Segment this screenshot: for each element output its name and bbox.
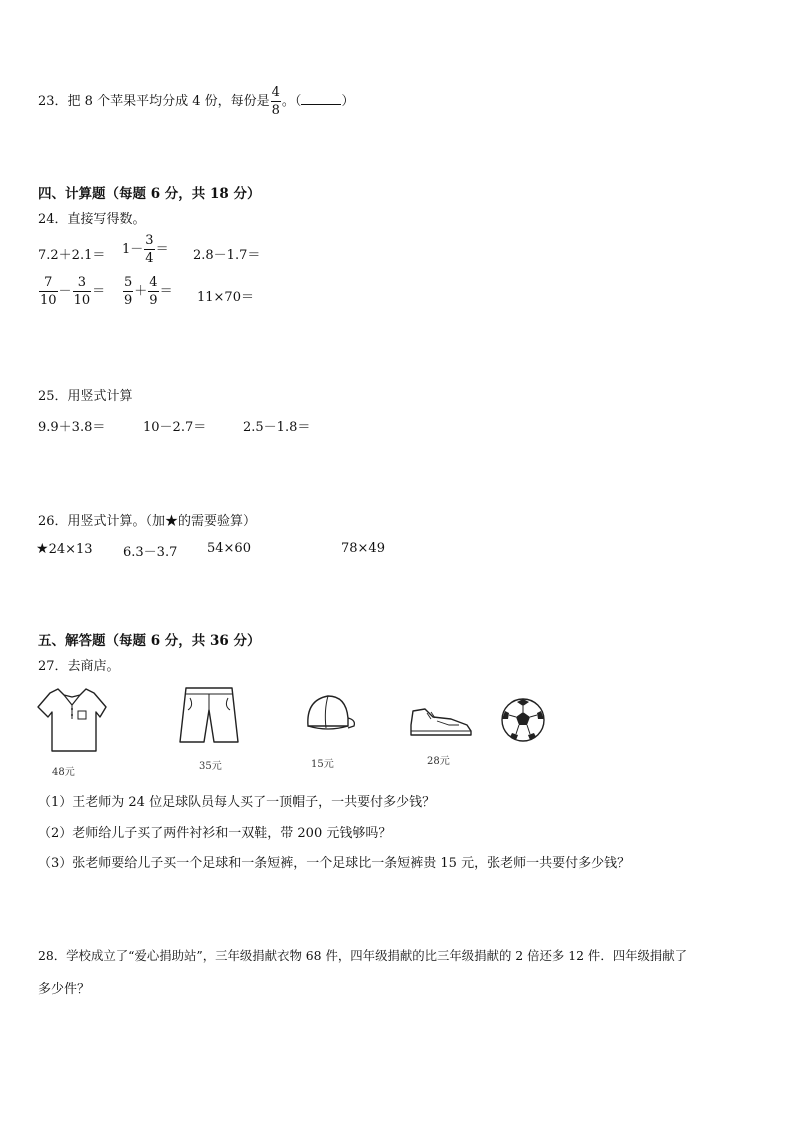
q23-answer-blank[interactable] <box>301 92 341 105</box>
shoe-price: 28元 <box>427 756 450 767</box>
q24-expr-5-num-1: 5 <box>124 275 133 290</box>
q24-expr-2-num: 3 <box>145 233 154 248</box>
q26-title: 26．用竖式计算。（加★的需要验算） <box>38 514 257 529</box>
q23-fraction <box>271 86 281 117</box>
q28-line-2: 多少件？ <box>38 982 91 997</box>
q26-expr-3: 54×60 <box>207 541 251 556</box>
q24-expr-2-post: ＝ <box>155 242 169 257</box>
q23-frac-numerator: 4 <box>271 85 280 100</box>
q26-expr-4: 78×49 <box>341 541 385 556</box>
q24-expr-4 <box>38 276 105 307</box>
q24-expr-4-post: ＝ <box>92 284 106 299</box>
q26-expr-2: 6.3－3.7 <box>123 545 178 560</box>
q25-expr-2: 10－2.7＝ <box>143 420 207 435</box>
q27-sub-1: （1）王老师为 24 位足球队员每人买了一顶帽子，一共要付多少钱？ <box>38 795 436 810</box>
question-23 <box>38 86 354 117</box>
q24-expr-4-num-1: 7 <box>39 276 58 292</box>
q25-expr-3: 2.5－1.8＝ <box>243 420 311 435</box>
q23-suffix: 。（ <box>281 94 302 109</box>
q27-sub-2: （2）老师给儿子买了两件衬衫和一双鞋，带 200 元钱够吗？ <box>38 826 392 841</box>
q24-expr-2-pre: 1－ <box>122 242 144 257</box>
q25-title: 25．用竖式计算 <box>38 389 133 404</box>
q24-expr-4-num-2: 3 <box>73 276 92 292</box>
cap-icon <box>302 690 356 738</box>
q28-line-1: 28．学校成立了“爱心捐助站”，三年级捐献衣物 68 件，四年级捐献的比三年级捐献的 2 倍还多 12 件．四年级捐献了 <box>38 948 688 963</box>
q24-expr-5-den-1: 9 <box>124 293 133 308</box>
q24-expr-4-fraction-2 <box>73 276 92 307</box>
star-icon: ★ <box>36 541 49 557</box>
q24-expr-1: 7.2＋2.1＝ <box>38 248 106 263</box>
soccer-ball-icon <box>500 697 546 743</box>
q24-expr-5-fraction-2 <box>148 276 158 307</box>
q24-expr-3: 2.8－1.7＝ <box>193 248 261 263</box>
q24-expr-4-den-1: 10 <box>40 293 57 308</box>
shoe-icon <box>407 703 475 741</box>
q24-expr-5 <box>122 276 173 307</box>
q24-expr-2-den: 4 <box>145 251 154 266</box>
q24-expr-6: 11×70＝ <box>197 290 254 305</box>
q24-expr-2 <box>122 234 169 265</box>
q24-expr-5-num-2: 4 <box>149 275 158 290</box>
q27-sub-3: （3）张老师要给儿子买一个足球和一条短裤，一个足球比一条短裤贵 15 元，张老师一共要付多少钱？ <box>38 856 631 871</box>
section-4-title: 四、计算题（每题 6 分，共 18 分） <box>38 186 261 202</box>
shorts-icon <box>176 684 242 746</box>
q24-expr-5-den-2: 9 <box>149 293 158 308</box>
q27-title: 27．去商店。 <box>38 659 120 674</box>
shorts-price: 35元 <box>199 761 222 772</box>
q24-expr-5-fraction-1 <box>123 276 133 307</box>
q24-expr-4-den-2: 10 <box>73 293 91 308</box>
q24-expr-5-op: ＋ <box>134 284 148 299</box>
q24-title: 24．直接写得数。 <box>38 212 146 227</box>
q23-close: ） <box>341 94 355 109</box>
q24-expr-4-op: － <box>58 284 72 299</box>
q24-expr-5-post: ＝ <box>159 284 173 299</box>
shirt-icon <box>36 685 108 755</box>
shirt-price: 48元 <box>52 767 75 778</box>
section-5-title: 五、解答题（每题 6 分，共 36 分） <box>38 633 261 649</box>
q25-expr-1: 9.9＋3.8＝ <box>38 420 106 435</box>
q24-expr-4-fraction-1 <box>39 276 58 307</box>
q26-expr-1 <box>36 541 93 557</box>
q26-expr-1-text: 24×13 <box>48 542 93 557</box>
cap-price: 15元 <box>311 759 334 770</box>
q23-prefix: 23．把 8 个苹果平均分成 4 份，每份是 <box>38 94 270 109</box>
q24-expr-2-fraction <box>144 234 154 265</box>
q23-frac-denominator: 8 <box>271 103 280 118</box>
